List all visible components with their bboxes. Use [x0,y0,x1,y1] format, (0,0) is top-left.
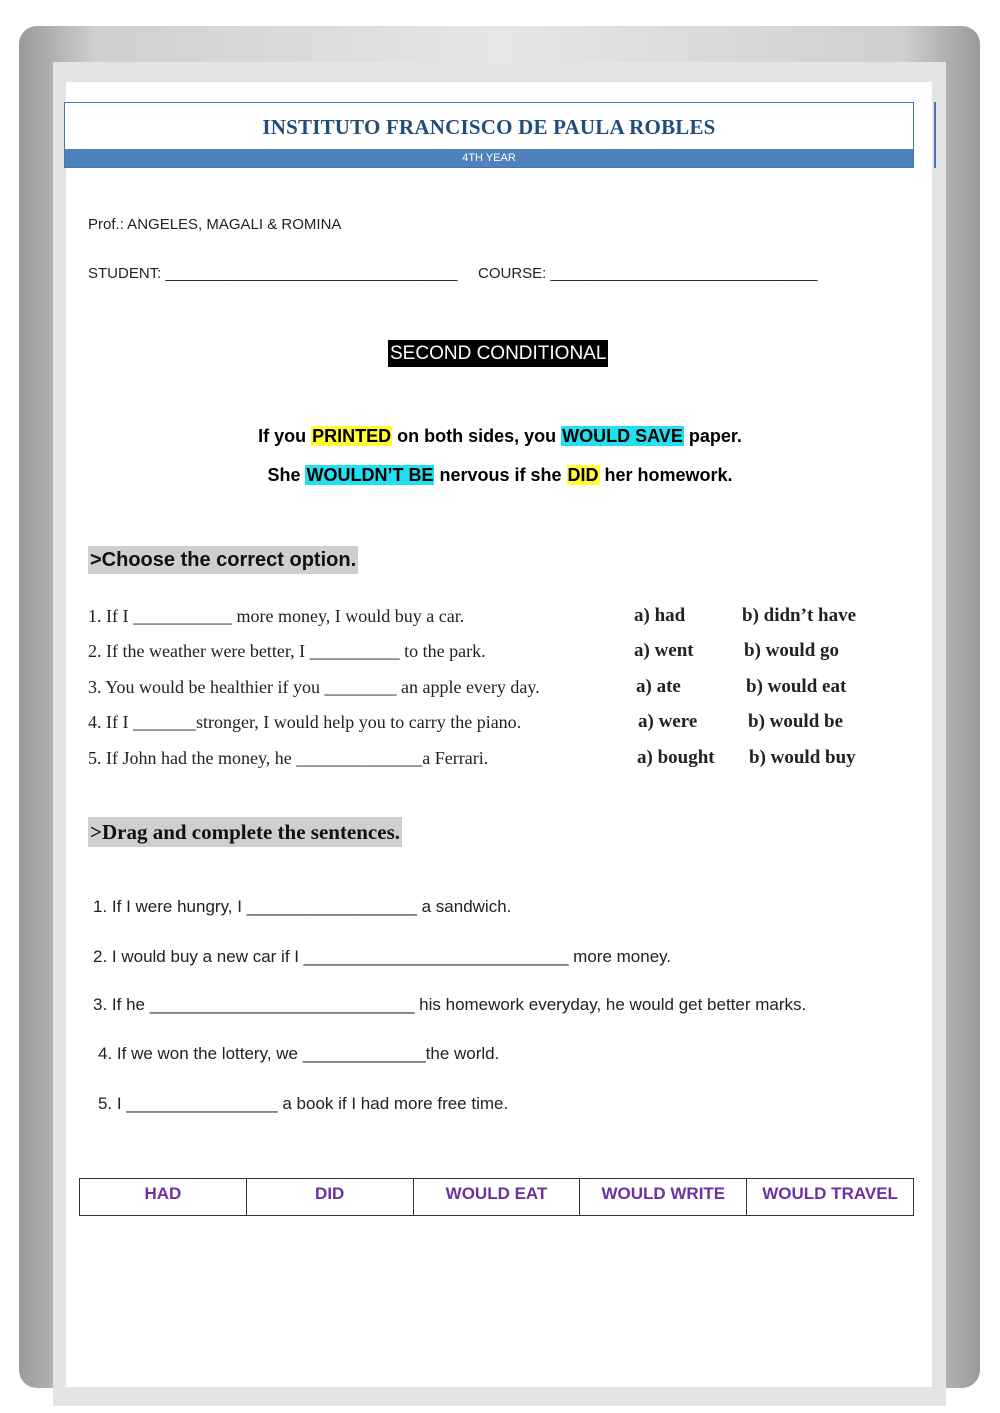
option-3b[interactable]: b) would eat [746,676,847,697]
drop-blank[interactable]: __________________ [246,897,417,916]
school-header [64,102,914,168]
sentence-text: 3. If he [93,995,150,1014]
course-field: COURSE: ________________________________ [478,265,818,282]
sentence-text: 1. If I were hungry, I [93,897,247,916]
section-choose-heading: >Choose the correct option. [88,546,358,574]
worksheet-title: SECOND CONDITIONAL [388,340,608,367]
word-bank [79,1178,914,1216]
option-3a[interactable]: a) ate [636,676,681,697]
option-4a[interactable]: a) were [638,711,698,732]
drop-blank[interactable]: _____________ [302,1044,426,1063]
example-text: nervous if she [434,465,567,485]
question-5: 5. If John had the money, he ______________a Ferrari. [88,748,489,768]
section-drag-heading: >Drag and complete the sentences. [88,817,402,847]
drop-blank[interactable]: ________________ [126,1094,278,1113]
sentence-text: his homework everyday, he would get better marks. [414,995,807,1014]
sentence-text: a sandwich. [416,897,512,916]
sentence-text: 5. I [98,1094,127,1113]
sentence-text: a book if I had more free time. [277,1094,509,1113]
highlight-would: WOULD SAVE [562,426,683,446]
example-sentence-2 [0,465,1000,486]
option-4b[interactable]: b) would be [748,711,844,732]
year-bar: 4TH YEAR [65,149,913,167]
example-text: She [267,465,306,485]
option-5a[interactable]: a) bought [637,747,715,768]
drag-sentence-4 [98,1044,499,1064]
drag-sentence-3 [93,995,806,1015]
school-name: INSTITUTO FRANCISCO DE PAULA ROBLES [262,115,716,139]
example-sentence-1 [0,426,1000,447]
example-text: paper. [683,426,742,446]
question-3: 3. You would be healthier if you ________ an apple every day. [88,677,540,697]
highlight-past: PRINTED [312,426,392,446]
header-rule [934,102,936,168]
highlight-past: DID [567,465,599,485]
option-1a[interactable]: a) had [634,605,686,626]
drag-sentence-1 [93,897,511,917]
word-chip-would-write[interactable]: WOULD WRITE [580,1179,747,1215]
teachers-line: Prof.: ANGELES, MAGALI & ROMINA [88,216,342,233]
question-4: 4. If I _______stronger, I would help you to carry the piano. [88,712,522,732]
drag-sentence-2 [93,947,671,967]
highlight-would: WOULDN’T BE [306,465,434,485]
sentence-text: 4. If we won the lottery, we [98,1044,303,1063]
example-text: If you [258,426,312,446]
sentence-text: more money. [568,947,672,966]
drop-blank[interactable]: ____________________________ [149,995,415,1014]
word-chip-would-eat[interactable]: WOULD EAT [414,1179,581,1215]
word-chip-had[interactable]: HAD [80,1179,247,1215]
sentence-text: the world. [425,1044,500,1063]
sentence-text: 2. I would buy a new car if I [93,947,304,966]
example-text: her homework. [599,465,733,485]
option-5b[interactable]: b) would buy [749,747,856,768]
option-2a[interactable]: a) went [634,640,694,661]
word-chip-would-travel[interactable]: WOULD TRAVEL [762,1184,898,1203]
word-chip-did[interactable]: DID [247,1179,414,1215]
example-text: on both sides, you [392,426,562,446]
student-field: STUDENT: ___________________________________ [88,265,458,282]
drag-sentence-5 [98,1094,508,1114]
drop-blank[interactable]: ____________________________ [303,947,569,966]
question-2: 2. If the weather were better, I __________ to the park. [88,641,486,661]
option-1b[interactable]: b) didn’t have [742,605,857,626]
option-2b[interactable]: b) would go [744,640,840,661]
question-1: 1. If I ___________ more money, I would buy a car. [88,606,465,626]
